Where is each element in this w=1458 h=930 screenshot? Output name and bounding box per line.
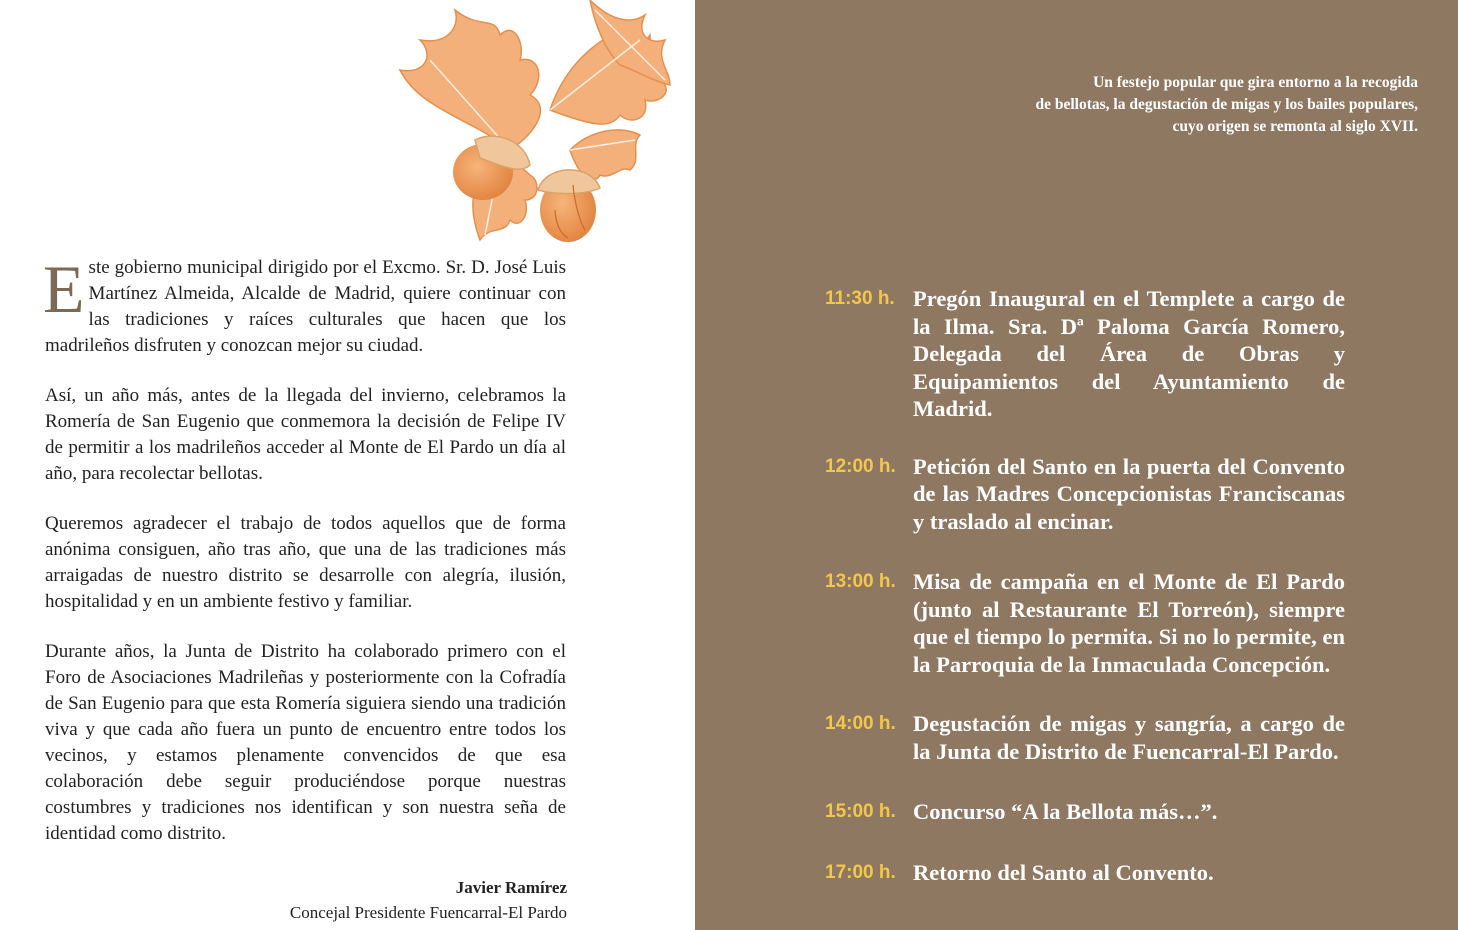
letter-paragraph-1: Este gobierno municipal dirigido por el Excmo. Sr. D. José Luis Martínez Almeida, Alcalde de Madrid, quiere continuar con las tradiciones y raíces culturales que hacen que los madrileños disfruten y conozcan mejor su ciudad. <box>43 251 566 356</box>
schedule-text: Pregón Inaugural en el Templete a cargo de la Ilma. Sra. Dª Paloma García Romero, Delegada del Área de Obras y Equipamientos del Ayuntamiento de Madrid. <box>913 286 1345 421</box>
schedule-item <box>825 859 1345 887</box>
tagline-line: de bellotas, la degustación de migas y los bailes populares, <box>1035 96 1418 113</box>
schedule-time: 17:00 h. <box>825 861 896 883</box>
tagline <box>998 72 1418 138</box>
schedule-item <box>825 568 1345 678</box>
signature <box>290 876 567 926</box>
oak-leaves-acorns-icon <box>380 0 680 250</box>
schedule-item <box>825 798 1345 826</box>
drop-cap: E <box>43 251 85 327</box>
left-page <box>0 0 695 930</box>
schedule-time: 12:00 h. <box>825 455 896 477</box>
schedule-text: Degustación de migas y sangría, a cargo de la Junta de Distrito de Fuencarral-El Pardo. <box>913 711 1345 764</box>
schedule-list <box>825 285 1345 886</box>
schedule-text: Petición del Santo en la puerta del Convento de las Madres Concepcionistas Franciscanas y traslado al encinar. <box>913 453 1345 534</box>
schedule-item <box>825 710 1345 765</box>
schedule-text: Retorno del Santo al Convento. <box>913 859 1214 885</box>
schedule-text: Misa de campaña en el Monte de El Pardo (junto al Restaurante El Torreón), siempre que el tiempo lo permita. Si no lo permite, en la Parroquia de la Inmaculada Concepción. <box>913 569 1345 677</box>
schedule-time: 14:00 h. <box>825 713 896 734</box>
letter-paragraph-3: Queremos agradecer el trabajo de todos aquellos que de forma anónima consiguen, año tras año, que una de las tradiciones más arraigadas de nuestro distrito se desarrolle con alegría, ilusión, hospitalidad y en un ambiente festivo y familiar. <box>45 513 566 612</box>
letter-paragraph-4: Durante años, la Junta de Distrito ha colaborado primero con el Foro de Asociaciones Madrileñas y posteriormente con la Cofradía de San Eugenio para que esta Romería siguiera siendo una tradición viva y que cada año fuera un punto de encuentro entre todos los vecinos, y estamos plenamente convencidos de que esa colaboración debe seguir produciéndose porque nuestras costumbres y tradiciones nos identifican y son nuestra seña de identidad como distrito. <box>45 641 566 844</box>
signature-role: Concejal Presidente Fuencarral-El Pardo <box>289 903 567 922</box>
schedule-item <box>825 453 1345 536</box>
tagline-line: Un festejo popular que gira entorno a la recogida <box>1093 74 1418 91</box>
schedule-time: 11:30 h. <box>825 288 895 309</box>
tagline-line: cuyo origen se remonta al siglo XVII. <box>1172 118 1418 135</box>
letter-body <box>43 251 566 871</box>
schedule-text: Concurso “A la Bellota más…”. <box>913 799 1218 824</box>
signature-name: Javier Ramírez <box>455 878 567 897</box>
letter-paragraph-2: Así, un año más, antes de la llegada del invierno, celebramos la Romería de San Eugenio que conmemora la decisión de Felipe IV de permitir a los madrileños acceder al Monte de El Pardo un día al año, para recolectar bellotas. <box>45 385 566 484</box>
schedule-time: 13:00 h. <box>825 571 896 592</box>
schedule-item <box>825 285 1345 423</box>
schedule-time: 15:00 h. <box>825 801 896 822</box>
